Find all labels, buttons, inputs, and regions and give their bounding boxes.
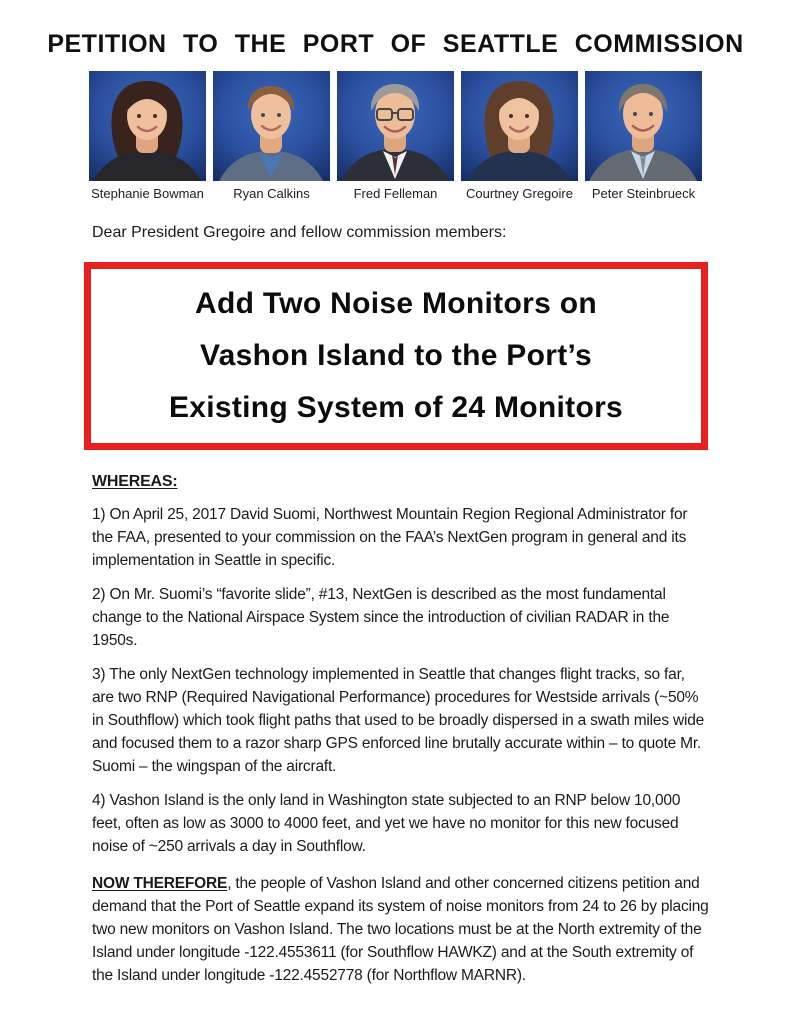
- commissioner-card: [213, 71, 330, 201]
- whereas-heading: WHEREAS:: [92, 473, 178, 490]
- commissioner-photos-row: [0, 71, 791, 201]
- headline-line-3: Existing System of 24 Monitors: [168, 391, 624, 424]
- commissioner-name: Courtney Gregoire: [466, 186, 573, 201]
- page-title: PETITION TO THE PORT OF SEATTLE COMMISSION: [47, 30, 744, 58]
- salutation: Dear President Gregoire and fellow commission members:: [92, 224, 507, 241]
- whereas-clause-4: 4) Vashon Island is the only land in Washington state subjected to an RNP below 10,000 feet, often as low as 3000 to 4000 feet, and yet we have no monitor for this new focused noise of ~250 arrivals a day in Southflow.: [92, 792, 681, 855]
- headline-line-1: Add Two Noise Monitors on: [195, 287, 597, 320]
- commissioner-name: Stephanie Bowman: [91, 186, 204, 201]
- therefore-paragraph: [92, 872, 710, 987]
- headshot-photo-stephanie-bowman: [89, 71, 206, 181]
- commissioner-card: [585, 71, 702, 201]
- petition-body: [92, 470, 710, 987]
- whereas-clause-2: 2) On Mr. Suomi’s “favorite slide”, #13, NextGen is described as the most fundamental change to the National Airspace System since the introduction of civilian RADAR in the 1950s.: [92, 586, 670, 649]
- commissioner-card: [89, 71, 206, 201]
- petition-headline-box: [84, 262, 708, 450]
- headline-line-2: Vashon Island to the Port’s: [199, 339, 593, 372]
- commissioner-name: Peter Steinbrueck: [591, 186, 696, 201]
- whereas-clause-3: 3) The only NextGen technology implemented in Seattle that changes flight tracks, so far, are two RNP (Required Navigational Performance) procedures for Westside arrivals (~50% in Southflow) which took flight paths that used to be broadly dispersed in a swath miles wide and focused them to a razor sharp GPS enforced line brutally accurate within – to quote Mr. Suomi – the wingspan of the aircraft.: [92, 666, 705, 775]
- commissioner-name: Fred Felleman: [353, 186, 438, 201]
- commissioner-card: [337, 71, 454, 201]
- whereas-clause-1: 1) On April 25, 2017 David Suomi, Northwest Mountain Region Regional Administrator for the FAA, presented to your commission on the FAA’s NextGen program in general and its implementation in Seattle in specific.: [92, 506, 688, 569]
- headshot-photo-ryan-calkins: [213, 71, 330, 181]
- headshot-photo-peter-steinbrueck: [585, 71, 702, 181]
- therefore-text: , the people of Vashon Island and other concerned citizens petition and demand that the Port of Seattle expand its system of noise monitors from 24 to 26 by placing two new monitors on Vashon Island. The two locations must be at the North extremity of the Island under longitude -122.4553611 (for Southflow HAWKZ) and at the South extremity of the Island under longitude -122.4552778 (for Northflow MARNR).: [92, 875, 709, 984]
- headshot-photo-courtney-gregoire: [461, 71, 578, 181]
- commissioner-name: Ryan Calkins: [233, 186, 310, 201]
- commissioner-card: [461, 71, 578, 201]
- headshot-photo-fred-felleman: [337, 71, 454, 181]
- now-therefore-lead: NOW THEREFORE: [92, 875, 228, 892]
